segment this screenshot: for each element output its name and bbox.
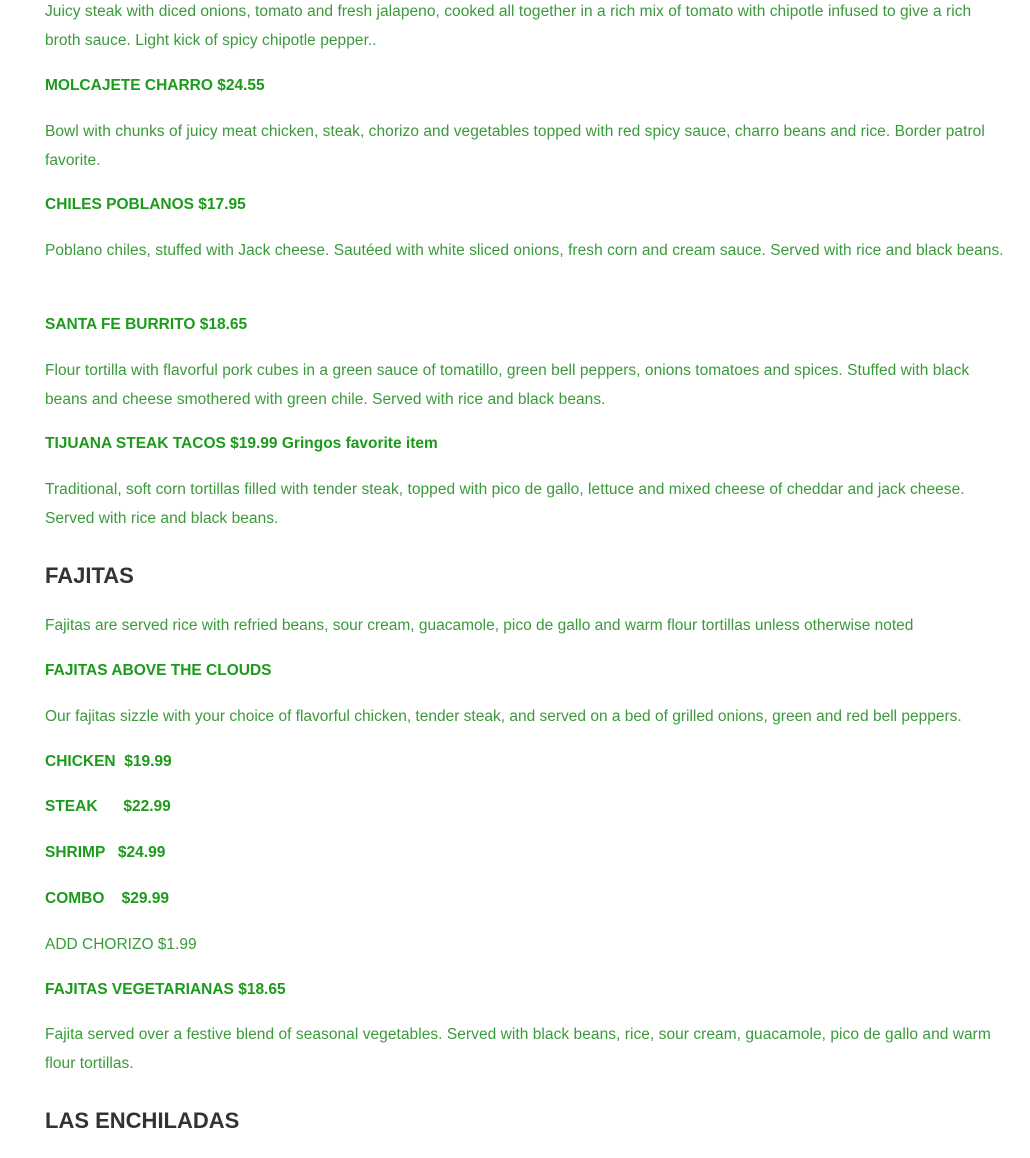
menu-item-title: MOLCAJETE CHARRO $24.55 [45,77,265,94]
add-chorizo-note: ADD CHORIZO $1.99 [45,936,197,953]
menu-item-title: TIJUANA STEAK TACOS $19.99 Gringos favorite item [45,435,438,452]
menu-item-description: Traditional, soft corn tortillas filled with tender steak, topped with pico de gallo, lettuce and mixed cheese of cheddar and jack cheese. Served with rice and black beans. [45,481,965,527]
menu-item-description: Fajita served over a festive blend of seasonal vegetables. Served with black beans, rice, sour cream, guacamole, pico de gallo and warm flour tortillas. [45,1026,991,1072]
menu-item-title: SANTA FE BURRITO $18.65 [45,316,248,333]
menu-item-title: FAJITAS VEGETARIANAS $18.65 [45,981,286,998]
menu-item-description: Bowl with chunks of juicy meat chicken, steak, chorizo and vegetables topped with red spicy sauce, charro beans and rice. Border patrol favorite. [45,123,985,169]
menu-item-description: Flour tortilla with flavorful pork cubes in a green sauce of tomatillo, green bell peppers, onions tomatoes and spices. Stuffed with black beans and cheese smothered with green chile. Served with rice and black beans. [45,362,970,408]
menu-item-description: Poblano chiles, stuffed with Jack cheese. Sautéed with white sliced onions, fresh corn and cream sauce. Served with rice and black beans. [45,242,1004,259]
fajita-option-shrimp: SHRIMP $24.99 [45,844,166,861]
section-heading-fajitas: FAJITAS [45,563,134,588]
fajita-option-chicken: CHICKEN $19.99 [45,753,172,770]
section-heading-enchiladas: LAS ENCHILADAS [45,1108,240,1133]
fajitas-intro: Fajitas are served rice with refried beans, sour cream, guacamole, pico de gallo and warm flour tortillas unless otherwise noted [45,617,914,634]
menu-item-title: CHILES POBLANOS $17.95 [45,196,246,213]
fajita-option-steak: STEAK $22.99 [45,798,171,815]
menu-item-description: Juicy steak with diced onions, tomato and fresh jalapeno, cooked all together in a rich mix of tomato with chipotle infused to give a rich broth sauce. Light kick of spicy chipotle pepper.. [45,3,972,49]
fajita-option-combo: COMBO $29.99 [45,890,170,907]
menu-item-description: Our fajitas sizzle with your choice of flavorful chicken, tender steak, and served on a bed of grilled onions, green and red bell peppers. [45,708,962,725]
menu-item-title: FAJITAS ABOVE THE CLOUDS [45,662,272,679]
